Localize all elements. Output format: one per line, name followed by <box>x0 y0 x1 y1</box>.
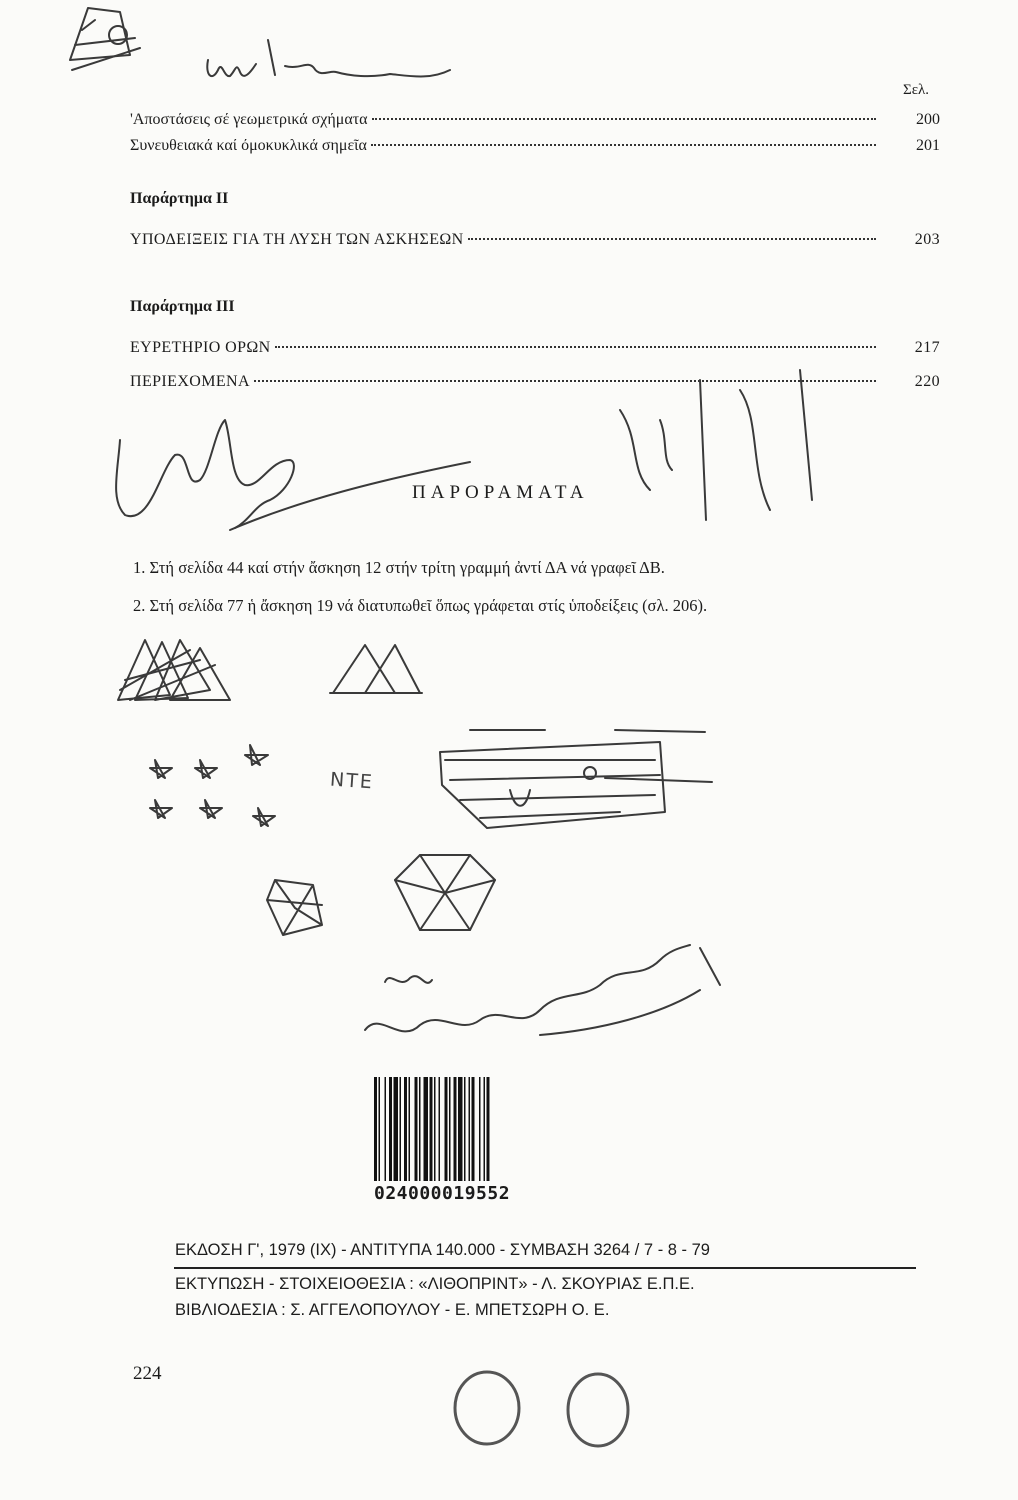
toc-page: 201 <box>916 137 940 154</box>
triangles-sketch <box>118 640 422 700</box>
boat-sketch <box>440 730 712 828</box>
toc-page: 217 <box>914 339 940 356</box>
errata-item: 1. Στή σελίδα 44 καί στήν ἄσκηση 12 στήν τρίτη γραμμή ἀντί ΔA νά γραφεῖ ΔB. <box>133 558 665 577</box>
stars-sketch <box>150 745 275 826</box>
toc-title: ΠΕΡΙΕΧΟΜΕΝΑ <box>130 373 250 390</box>
handwritten-note: ΝΤΕ <box>329 768 375 794</box>
toc-title: ΕΥΡΕΤΗΡΙΟ ΟΡΩΝ <box>130 339 271 356</box>
toc-page: 200 <box>916 111 940 128</box>
scribble-top <box>207 40 450 77</box>
imprint-line: ΕΚΔΟΣΗ Γ', 1979 (ΙΧ) - ΑΝΤΙΤΥΠΑ 140.000 - ΣΥΜΒΑΣΗ 3264 / 7 - 8 - 79 <box>175 1241 710 1259</box>
page-number: 224 <box>133 1363 162 1384</box>
errata-title: ΠΑΡΟΡΑΜΑΤΑ <box>412 482 589 503</box>
toc-title: 'Αποστάσεις σέ γεωμετρικά σχήματα <box>130 111 368 128</box>
signature <box>116 420 470 530</box>
appendix-heading: Παράρτημα ΙΙ <box>130 190 229 207</box>
coffee-rings <box>455 1372 628 1446</box>
barcode-number: 024000019552 <box>374 1183 511 1204</box>
toc-page: 203 <box>914 231 940 248</box>
margin-notes <box>620 370 812 520</box>
toc-title: Συνευθειακά καί όμοκυκλικά σημεῖα <box>130 137 367 154</box>
page-column-label: Σελ. <box>903 82 930 98</box>
toc-title: ΥΠΟΔΕΙΞΕΙΣ ΓΙΑ ΤΗ ΛΥΣΗ ΤΩΝ ΑΣΚΗΣΕΩΝ <box>130 231 464 248</box>
signature-bottom <box>365 945 720 1035</box>
errata-item: 2. Στή σελίδα 77 ἡ ἄσκηση 19 νά διατυπωθεῖ ὅπως γράφεται στίς ὑποδείξεις (σλ. 206). <box>133 596 708 615</box>
appendix-heading: Παράρτημα ΙΙΙ <box>130 298 235 315</box>
doodle-top-left <box>70 8 140 70</box>
hexagon-sketch <box>267 855 495 935</box>
imprint-line: ΒΙΒΛΙΟΔΕΣΙΑ : Σ. ΑΓΓΕΛΟΠΟΥΛΟΥ - Ε. ΜΠΕΤΣΩΡΗ Ο. Ε. <box>175 1301 610 1319</box>
toc-page: 220 <box>914 373 940 390</box>
imprint-line: ΕΚΤΥΠΩΣΗ - ΣΤΟΙΧΕΙΟΘΕΣΙΑ : «ΛΙΘΟΠΡΙΝΤ» - Λ. ΣΚΟΥΡΙΑΣ Ε.Π.Ε. <box>175 1275 695 1293</box>
